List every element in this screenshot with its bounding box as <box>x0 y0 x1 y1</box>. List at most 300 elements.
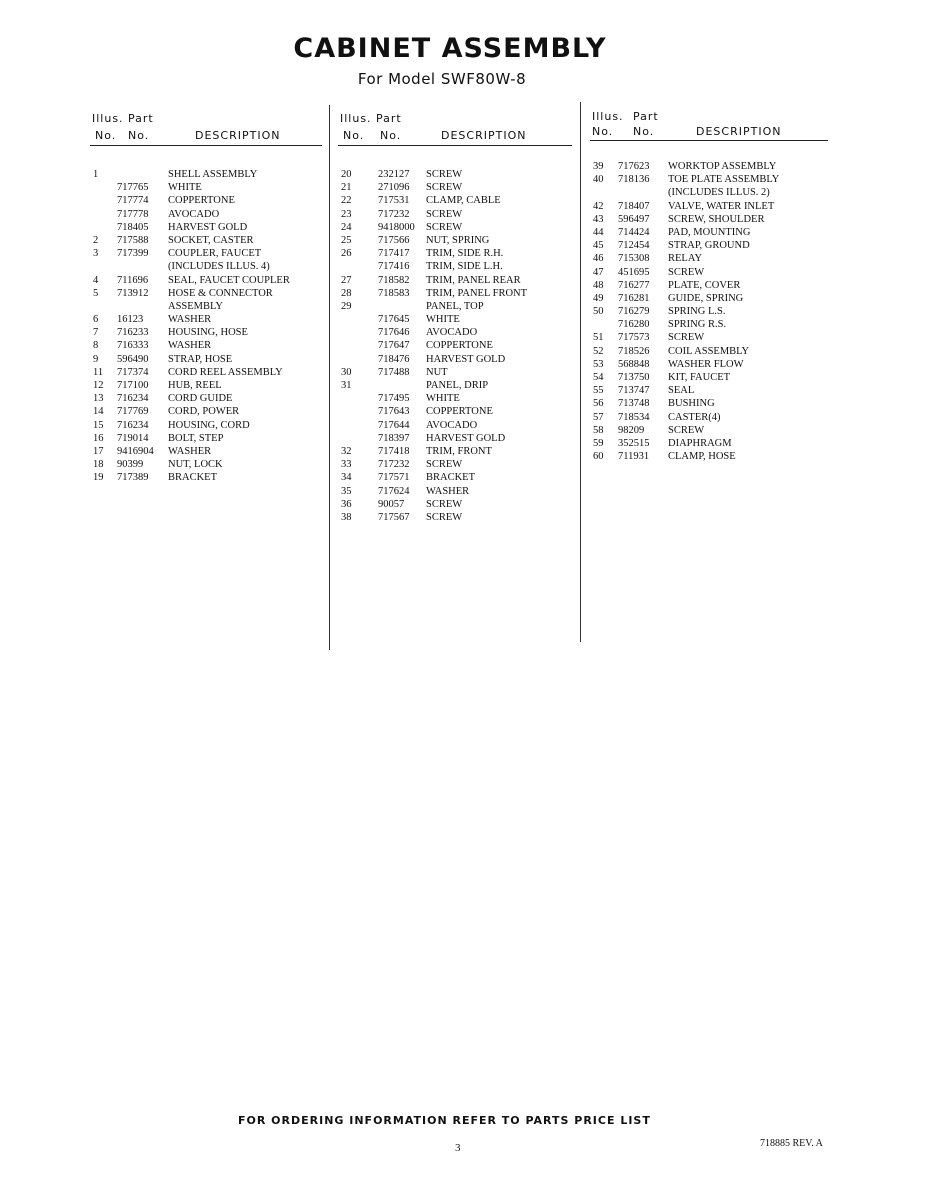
illus-number: 28 <box>341 287 352 299</box>
parts-row <box>590 437 828 450</box>
part-number: 717623 <box>618 161 650 172</box>
part-number: 717399 <box>117 248 149 260</box>
part-description: SCREW <box>426 221 463 233</box>
parts-row <box>590 345 828 358</box>
part-number: 717488 <box>378 366 410 378</box>
part-number: 716279 <box>618 306 650 318</box>
part-description: WASHER <box>426 485 470 497</box>
parts-row <box>90 234 322 247</box>
illus-number: 38 <box>341 511 352 523</box>
part-description: VALVE, WATER INLET <box>668 200 775 212</box>
parts-row <box>590 239 828 252</box>
illus-number: 22 <box>341 195 352 207</box>
illus-number: 30 <box>341 366 352 378</box>
parts-row <box>338 326 572 339</box>
parts-row <box>590 318 828 331</box>
parts-row <box>338 458 572 471</box>
part-number: 713747 <box>618 385 650 397</box>
illus-number: 59 <box>593 437 604 449</box>
parts-row <box>338 432 572 445</box>
part-description: CLAMP, HOSE <box>668 451 736 463</box>
parts-row <box>338 247 572 260</box>
parts-row <box>90 366 322 379</box>
part-number: 717567 <box>378 511 410 523</box>
parts-row <box>338 208 572 221</box>
part-description: WORKTOP ASSEMBLY <box>668 161 777 172</box>
parts-row <box>338 260 572 273</box>
part-number: 718526 <box>618 345 650 357</box>
parts-row <box>338 485 572 498</box>
part-number: 718476 <box>378 353 410 365</box>
illus-number: 13 <box>93 393 104 405</box>
part-description: STRAP, GROUND <box>668 240 750 252</box>
part-number: 717531 <box>378 195 410 207</box>
part-number: 717495 <box>378 393 410 405</box>
part-number: 568848 <box>618 358 650 370</box>
part-description: TRIM, PANEL FRONT <box>426 287 528 299</box>
part-number: 718407 <box>618 200 650 212</box>
illus-number: 16 <box>93 432 104 444</box>
illus-number: 39 <box>593 161 604 172</box>
illus-number: 25 <box>341 234 352 246</box>
parts-row <box>90 419 322 432</box>
document-number: 718885 REV. A <box>760 1138 823 1149</box>
part-number: 718582 <box>378 274 410 286</box>
parts-row <box>338 419 572 432</box>
column-header <box>90 112 322 152</box>
parts-row <box>590 411 828 424</box>
part-description: SEAL, FAUCET COUPLER <box>168 274 290 286</box>
part-number: 718534 <box>618 411 650 423</box>
parts-row <box>338 498 572 511</box>
part-number: 718136 <box>618 174 650 186</box>
part-description: COPPERTONE <box>168 195 235 207</box>
part-number: 9416904 <box>117 445 154 457</box>
parts-row <box>90 432 322 445</box>
header-rule <box>338 145 572 146</box>
page-title: CABINET ASSEMBLY <box>293 33 607 64</box>
part-description: BRACKET <box>168 472 218 484</box>
part-description: SCREW <box>426 182 463 194</box>
parts-row <box>90 247 322 260</box>
part-description: SCREW <box>668 266 705 278</box>
parts-row <box>590 450 828 463</box>
header-illus-no: No. <box>95 129 117 142</box>
header-part-label: Part <box>376 112 402 125</box>
part-number: 271096 <box>378 182 410 194</box>
part-description: HOUSING, CORD <box>168 419 250 431</box>
parts-list <box>590 160 828 463</box>
part-number: 717417 <box>378 248 410 260</box>
parts-row <box>590 173 828 186</box>
illus-number: 53 <box>593 358 604 370</box>
part-number: 717645 <box>378 314 410 326</box>
parts-row <box>338 287 572 300</box>
illus-number: 9 <box>93 353 99 365</box>
part-number: 716277 <box>618 279 650 291</box>
parts-row <box>590 266 828 279</box>
part-number: 711931 <box>618 451 650 463</box>
parts-row <box>90 221 322 234</box>
part-description: (INCLUDES ILLUS. 2) <box>668 187 770 199</box>
illus-number: 32 <box>341 445 352 457</box>
illus-number: 23 <box>341 208 352 220</box>
header-description: DESCRIPTION <box>195 129 281 142</box>
part-description: PAD, MOUNTING <box>668 226 751 238</box>
part-description: HARVEST GOLD <box>426 432 506 444</box>
illus-number: 52 <box>593 345 604 357</box>
part-number: 717624 <box>378 485 410 497</box>
header-part-no: No. <box>633 125 655 138</box>
parts-row <box>338 168 572 181</box>
part-number: 596497 <box>618 213 650 225</box>
ordering-footer: FOR ORDERING INFORMATION REFER TO PARTS PRICE LIST <box>238 1114 651 1127</box>
part-number: 716233 <box>117 327 149 339</box>
parts-row <box>90 353 322 366</box>
illus-number: 1 <box>93 169 99 180</box>
header-description: DESCRIPTION <box>696 125 782 138</box>
part-description: CORD REEL ASSEMBLY <box>168 366 283 378</box>
part-number: 717389 <box>117 472 149 484</box>
part-description: TRIM, PANEL REAR <box>426 274 521 286</box>
part-description: PANEL, TOP <box>426 300 484 312</box>
part-number: 717232 <box>378 459 410 471</box>
illus-number: 50 <box>593 306 604 318</box>
part-description: AVOCADO <box>168 208 220 220</box>
part-number: 90057 <box>378 498 405 510</box>
part-number: 717643 <box>378 406 410 418</box>
parts-list <box>338 168 572 524</box>
part-description: AVOCADO <box>426 327 478 339</box>
header-description: DESCRIPTION <box>441 129 527 142</box>
parts-row <box>90 208 322 221</box>
header-illus-label: Illus. <box>92 112 124 125</box>
part-number: 713912 <box>117 287 149 299</box>
part-number: 232127 <box>378 169 410 180</box>
part-description: RELAY <box>668 253 703 265</box>
illus-number: 45 <box>593 240 604 252</box>
part-description: TRIM, SIDE L.H. <box>426 261 503 273</box>
parts-row <box>338 471 572 484</box>
part-description: TRIM, SIDE R.H. <box>426 248 504 260</box>
illus-number: 54 <box>593 372 604 383</box>
illus-number: 18 <box>93 459 104 471</box>
part-number: 717100 <box>117 380 149 391</box>
illus-number: 35 <box>341 485 352 497</box>
parts-row <box>590 279 828 292</box>
page-subtitle: For Model SWF80W-8 <box>357 70 527 88</box>
illus-number: 27 <box>341 274 352 286</box>
parts-row <box>590 213 828 226</box>
illus-number: 42 <box>593 200 604 212</box>
illus-number: 15 <box>93 419 104 431</box>
part-description: KIT, FAUCET <box>668 372 731 383</box>
illus-number: 5 <box>93 287 99 299</box>
header-part-no: No. <box>380 129 402 142</box>
illus-number: 24 <box>341 221 352 233</box>
illus-number: 2 <box>93 234 99 246</box>
parts-row <box>590 226 828 239</box>
part-description: NUT, SPRING <box>426 234 490 246</box>
part-description: DIAPHRAGM <box>668 437 732 449</box>
part-description: SOCKET, CASTER <box>168 234 254 246</box>
parts-row <box>90 194 322 207</box>
part-number: 716333 <box>117 340 149 352</box>
part-number: 16123 <box>117 314 144 326</box>
part-number: 718583 <box>378 287 410 299</box>
illus-number: 36 <box>341 498 352 510</box>
part-number: 717647 <box>378 340 410 352</box>
parts-row <box>590 384 828 397</box>
illus-number: 46 <box>593 253 604 265</box>
illus-number: 14 <box>93 406 104 418</box>
part-number: 718405 <box>117 221 149 233</box>
illus-number: 48 <box>593 279 604 291</box>
parts-row <box>90 313 322 326</box>
part-description: SCREW <box>426 208 463 220</box>
part-description: CASTER(4) <box>668 411 721 423</box>
header-illus-label: Illus. <box>340 112 372 125</box>
part-description: COPPERTONE <box>426 406 493 418</box>
part-number: 717232 <box>378 208 410 220</box>
part-description: ASSEMBLY <box>168 300 223 312</box>
part-description: HARVEST GOLD <box>168 221 248 233</box>
parts-row <box>590 160 828 173</box>
illus-number: 6 <box>93 314 99 326</box>
parts-row <box>590 358 828 371</box>
parts-row <box>90 339 322 352</box>
illus-number: 43 <box>593 213 604 225</box>
part-description: BUSHING <box>668 398 715 410</box>
header-rule <box>590 140 828 141</box>
part-number: 716280 <box>618 319 650 331</box>
header-illus-no: No. <box>343 129 365 142</box>
parts-row <box>590 252 828 265</box>
parts-row <box>338 313 572 326</box>
illus-number: 26 <box>341 248 352 260</box>
part-description: WHITE <box>426 314 460 326</box>
illus-number: 44 <box>593 226 604 238</box>
parts-row <box>590 371 828 384</box>
part-description: NUT, LOCK <box>168 459 223 471</box>
column-divider-1 <box>329 105 330 650</box>
parts-row <box>90 181 322 194</box>
parts-row <box>90 379 322 392</box>
parts-row <box>90 405 322 418</box>
parts-row <box>90 471 322 484</box>
part-description: COIL ASSEMBLY <box>668 345 750 357</box>
part-number: 596490 <box>117 353 149 365</box>
part-number: 717644 <box>378 419 410 431</box>
illus-number: 31 <box>341 380 352 391</box>
column-divider-2 <box>580 102 581 642</box>
part-description: WASHER <box>168 445 212 457</box>
part-description: (INCLUDES ILLUS. 4) <box>168 261 270 273</box>
part-number: 717571 <box>378 472 410 484</box>
parts-row <box>590 292 828 305</box>
part-number: 713750 <box>618 372 650 383</box>
parts-row <box>90 274 322 287</box>
part-number: 716281 <box>618 292 650 304</box>
parts-row <box>90 300 322 313</box>
part-number: 714424 <box>618 226 650 238</box>
part-description: TOE PLATE ASSEMBLY <box>668 174 780 186</box>
parts-row <box>338 405 572 418</box>
part-description: CORD, POWER <box>168 406 240 418</box>
part-description: COUPLER, FAUCET <box>168 248 262 260</box>
illus-number: 12 <box>93 380 104 391</box>
parts-row <box>590 186 828 199</box>
part-description: WHITE <box>168 182 202 194</box>
part-number: 98209 <box>618 424 645 436</box>
header-part-label: Part <box>633 110 659 123</box>
illus-number: 55 <box>593 385 604 397</box>
illus-number: 19 <box>93 472 104 484</box>
part-description: SCREW <box>426 511 463 523</box>
part-number: 718397 <box>378 432 410 444</box>
part-number: 717566 <box>378 234 410 246</box>
parts-row <box>338 221 572 234</box>
parts-row <box>338 300 572 313</box>
illus-number: 51 <box>593 332 604 344</box>
illus-number: 29 <box>341 300 352 312</box>
parts-row <box>338 353 572 366</box>
part-description: HUB, REEL <box>168 380 222 391</box>
parts-row <box>90 260 322 273</box>
part-description: BRACKET <box>426 472 476 484</box>
parts-row <box>338 194 572 207</box>
part-number: 717774 <box>117 195 149 207</box>
part-description: NUT <box>426 366 448 378</box>
part-description: PLATE, COVER <box>668 279 741 291</box>
part-description: GUIDE, SPRING <box>668 292 744 304</box>
part-number: 717778 <box>117 208 149 220</box>
parts-row <box>338 379 572 392</box>
part-number: 717765 <box>117 182 149 194</box>
parts-row <box>338 181 572 194</box>
parts-list <box>90 168 322 485</box>
parts-row <box>90 326 322 339</box>
part-description: WASHER <box>168 314 212 326</box>
part-description: AVOCADO <box>426 419 478 431</box>
header-part-label: Part <box>128 112 154 125</box>
parts-row <box>590 305 828 318</box>
part-number: 711696 <box>117 274 149 286</box>
part-number: 717374 <box>117 366 149 378</box>
part-description: PANEL, DRIP <box>426 380 489 391</box>
part-description: SHELL ASSEMBLY <box>168 169 258 180</box>
illus-number: 60 <box>593 451 604 463</box>
part-number: 716234 <box>117 419 149 431</box>
part-number: 717573 <box>618 332 650 344</box>
parts-row <box>338 234 572 247</box>
illus-number: 20 <box>341 169 352 180</box>
header-illus-no: No. <box>592 125 614 138</box>
part-description: CLAMP, CABLE <box>426 195 501 207</box>
part-description: STRAP, HOSE <box>168 353 233 365</box>
illus-number: 4 <box>93 274 99 286</box>
illus-number: 47 <box>593 266 604 278</box>
parts-row <box>90 458 322 471</box>
illus-number: 40 <box>593 174 604 186</box>
illus-number: 34 <box>341 472 352 484</box>
part-description: TRIM, FRONT <box>426 445 492 457</box>
parts-row <box>338 511 572 524</box>
part-description: CORD GUIDE <box>168 393 233 405</box>
part-description: SPRING L.S. <box>668 306 726 318</box>
illus-number: 7 <box>93 327 99 339</box>
column-header <box>590 110 828 150</box>
part-number: 9418000 <box>378 221 415 233</box>
part-description: SCREW, SHOULDER <box>668 213 765 225</box>
part-number: 717769 <box>117 406 149 418</box>
part-description: WASHER <box>168 340 212 352</box>
illus-number: 56 <box>593 398 604 410</box>
part-description: COPPERTONE <box>426 340 493 352</box>
part-description: SCREW <box>668 332 705 344</box>
illus-number: 8 <box>93 340 99 352</box>
part-description: WHITE <box>426 393 460 405</box>
parts-row <box>90 392 322 405</box>
part-number: 717646 <box>378 327 410 339</box>
part-number: 717416 <box>378 261 410 273</box>
parts-row <box>590 200 828 213</box>
part-description: SPRING R.S. <box>668 319 727 331</box>
part-number: 717588 <box>117 234 149 246</box>
parts-row <box>90 445 322 458</box>
illus-number: 49 <box>593 292 604 304</box>
part-number: 451695 <box>618 266 650 278</box>
part-number: 352515 <box>618 437 650 449</box>
part-description: HOSE & CONNECTOR <box>168 287 273 299</box>
header-illus-label: Illus. <box>592 110 624 123</box>
part-number: 717418 <box>378 445 410 457</box>
page-number: 3 <box>455 1142 461 1154</box>
illus-number: 3 <box>93 248 99 260</box>
part-description: SCREW <box>426 169 463 180</box>
header-part-no: No. <box>128 129 150 142</box>
part-number: 719014 <box>117 432 149 444</box>
parts-row <box>590 331 828 344</box>
parts-row <box>90 168 322 181</box>
parts-row <box>590 397 828 410</box>
illus-number: 58 <box>593 424 604 436</box>
part-description: SCREW <box>668 424 705 436</box>
illus-number: 21 <box>341 182 352 194</box>
part-number: 715308 <box>618 253 650 265</box>
column-header <box>338 112 572 152</box>
part-description: SEAL <box>668 385 695 397</box>
part-number: 716234 <box>117 393 149 405</box>
illus-number: 17 <box>93 445 104 457</box>
part-number: 712454 <box>618 240 650 252</box>
illus-number: 11 <box>93 366 104 378</box>
parts-row <box>338 339 572 352</box>
part-description: WASHER FLOW <box>668 358 744 370</box>
parts-row <box>590 424 828 437</box>
parts-row <box>338 366 572 379</box>
part-description: SCREW <box>426 459 463 471</box>
part-number: 713748 <box>618 398 650 410</box>
header-rule <box>90 145 322 146</box>
parts-row <box>338 274 572 287</box>
parts-row <box>338 445 572 458</box>
part-description: HARVEST GOLD <box>426 353 506 365</box>
part-description: BOLT, STEP <box>168 432 224 444</box>
illus-number: 33 <box>341 459 352 471</box>
part-number: 90399 <box>117 459 144 471</box>
part-description: HOUSING, HOSE <box>168 327 248 339</box>
